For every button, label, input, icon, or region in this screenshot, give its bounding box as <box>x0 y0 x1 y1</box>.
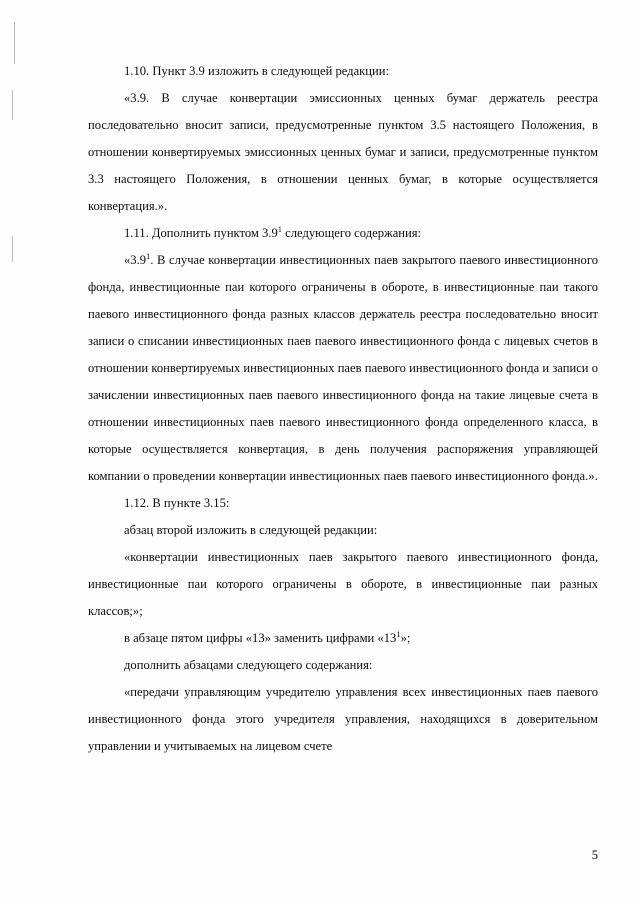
superscript-marker: 1 <box>396 628 401 639</box>
page-number: 5 <box>591 848 598 862</box>
paragraph-abzac-second: абзац второй изложить в следующей редакции: <box>124 523 378 537</box>
paragraph-item-1-11 <box>88 220 598 247</box>
superscript-marker: 1 <box>277 223 283 234</box>
paragraph-text-after: следующего содержания: <box>282 226 422 240</box>
paragraph-item-1-10: 1.10. Пункт 3.9 изложить в следующей редакции: <box>124 64 390 78</box>
scan-artifact-mark <box>12 90 13 120</box>
paragraph-dopolnit: дополнить абзацами следующего содержания: <box>124 658 373 672</box>
scan-artifact-mark <box>14 22 15 64</box>
paragraph-abzac-fifth <box>88 625 598 652</box>
paragraph-peredachi: «передачи управляющим учредителю управления всех инвестиционных паев паевого инвестиционного фонда этого учредителя управления, находящихся в доверительном управлении и учитываемых на лицевом счете <box>88 685 598 753</box>
paragraph-text-after: . В случае конвертации инвестиционных паев закрытого паевого инвестиционного фонда, инвестиционные паи которого ограничены в обороте, в инвестиционные паи такого паевого инвестиционного фонда разных классов держатель реестра последовательно вносит записи о списании инвестиционных паев паевого инвестиционного фонда с лицевых счетов в отношении конвертируемых инвестиционных паев паевого инвестиционного фонда и записи о зачислении инвестиционных паев паевого инвестиционного фонда на такие лицевые счета в отношении инвестиционных паев паевого инвестиционного фонда определенного класса, в которые осуществляется конвертация, в день получения распоряжения управляющей компании о проведении конвертации инвестиционных паев паевого инвестиционного фонда.». <box>88 253 598 483</box>
paragraph-clause-3-9-1 <box>88 247 598 490</box>
superscript-marker: 1 <box>146 250 151 261</box>
scan-artifact-mark <box>12 236 13 262</box>
paragraph-text-before: «3.9 <box>124 253 147 267</box>
paragraph-clause-3-9: «3.9. В случае конвертации эмиссионных ценных бумаг держатель реестра последовательно вносит записи, предусмотренные пунктом 3.5 настоящего Положения, в отношении конвертируемых эмиссионных ценных бумаг и записи, предусмотренные пунктом 3.3 настоящего Положения, в отношении ценных бумаг, в которые осуществляется конвертация.». <box>88 91 598 213</box>
document-body <box>88 58 598 760</box>
paragraph-text-after: »; <box>400 631 411 645</box>
paragraph-text-before: в абзаце пятом цифры «13» заменить цифрами «13 <box>124 631 397 645</box>
paragraph-text-before: 1.11. Дополнить пунктом 3.9 <box>124 226 278 240</box>
paragraph-item-1-12: 1.12. В пункте 3.15: <box>124 496 230 510</box>
paragraph-konvertacii: «конвертации инвестиционных паев закрытого паевого инвестиционного фонда, инвестиционные паи которого ограничены в обороте, в инвестиционные паи разных классов;»; <box>88 550 598 618</box>
